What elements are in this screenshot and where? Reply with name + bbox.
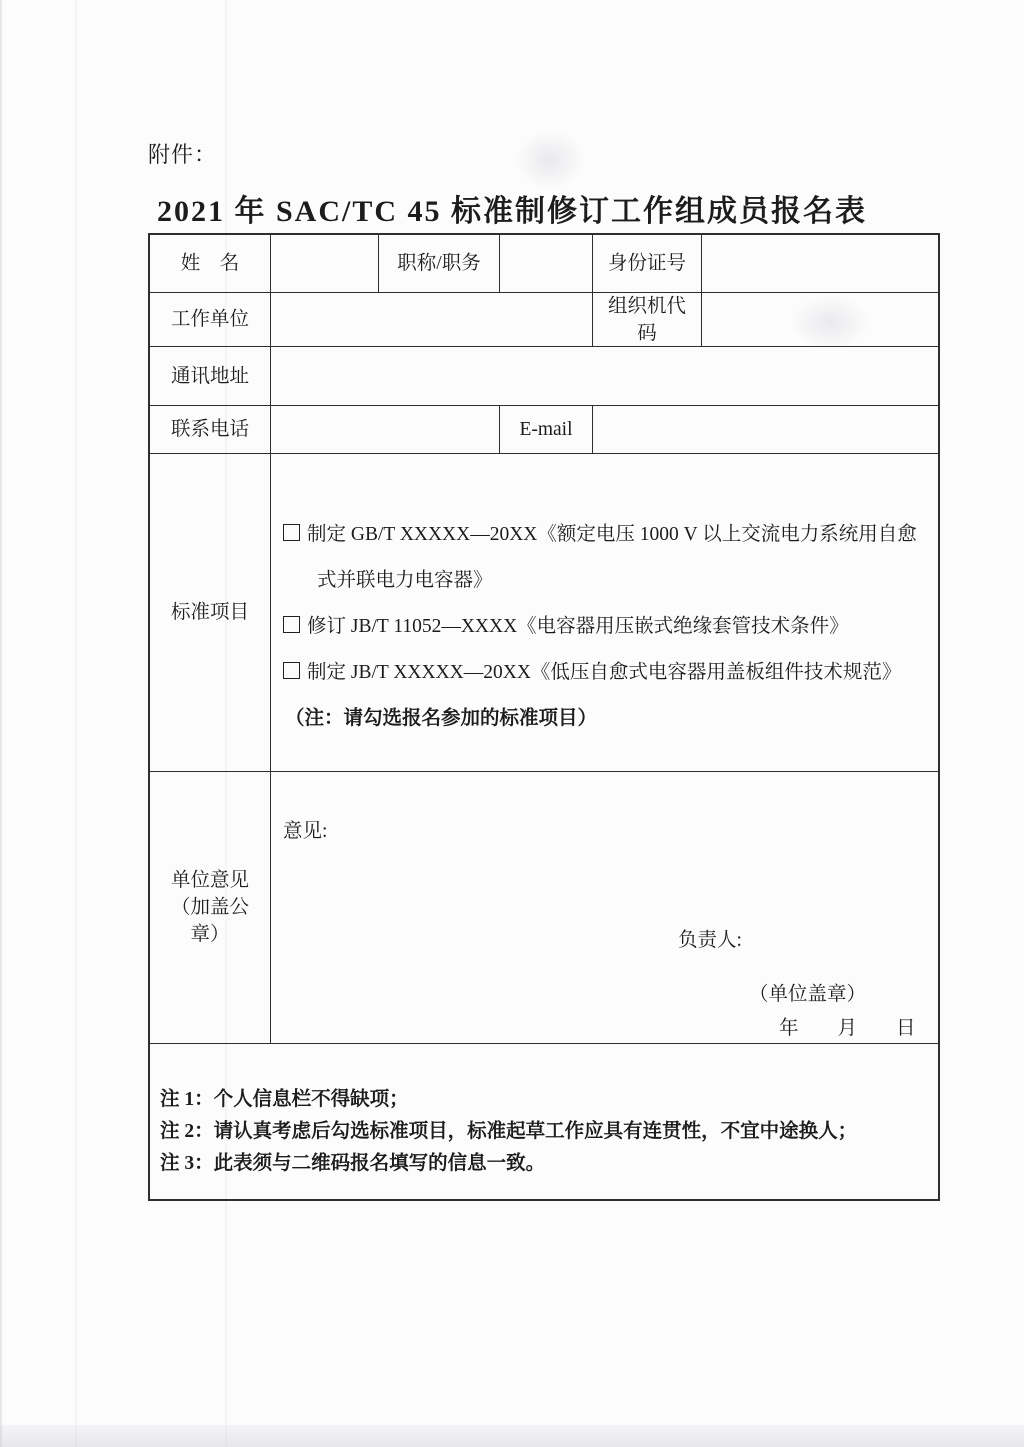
- checkbox-icon: [283, 524, 300, 541]
- date-label: 年 月 日: [779, 1018, 916, 1039]
- unit-opinion-content-cell: [271, 772, 938, 1044]
- attachment-label: 附件：: [148, 142, 218, 167]
- scan-bottom-band: [0, 1425, 1024, 1447]
- note-line-3: 注 3：此表须与二维码报名填写的信息一致。: [160, 1153, 546, 1174]
- project-option-1: [283, 512, 930, 604]
- opinion-label: 意见:: [283, 821, 328, 842]
- projects-note: （注：请勾选报名参加的标准项目）: [285, 708, 598, 729]
- org-code-label-cell: 组织机代码: [593, 293, 702, 347]
- name-label-cell: 姓 名: [150, 235, 271, 293]
- note-line-1: 注 1：个人信息栏不得缺项；: [160, 1089, 409, 1110]
- project-option-2: [283, 604, 930, 650]
- job-title-label-cell: 职称/职务: [379, 235, 500, 293]
- email-label-cell: E-mail: [500, 406, 593, 454]
- project-option-label: 制定 GB/T XXXXX—20XX《额定电压 1000 V 以上交流电力系统用自愈式并联电力电容器》: [307, 524, 917, 591]
- standard-projects-content-cell: [271, 454, 938, 772]
- employer-label-cell: 工作单位: [150, 293, 271, 347]
- project-option-label: 修订 JB/T 11052—XXXX《电容器用压嵌式绝缘套管技术条件》: [307, 616, 849, 637]
- page-title: 2021 年 SAC/TC 45 标准制修订工作组成员报名表: [156, 195, 868, 228]
- phone-input-cell: [271, 406, 500, 454]
- unit-opinion-label-cell: 单位意见（加盖公章）: [150, 772, 271, 1044]
- standard-projects-label-cell: 标准项目: [150, 454, 271, 772]
- project-option-label: 制定 JB/T XXXXX—20XX《低压自愈式电容器用盖板组件技术规范》: [307, 662, 902, 683]
- id-number-label-cell: 身份证号: [593, 235, 702, 293]
- seal-label: （单位盖章）: [749, 984, 867, 1005]
- org-code-input-cell: [702, 293, 938, 347]
- project-option-3: [283, 650, 930, 696]
- name-input-cell: [271, 235, 379, 293]
- note-line-2: 注 2：请认真考虑后勾选标准项目，标准起草工作应具有连贯性，不宜中途换人；: [160, 1121, 858, 1142]
- signer-label: 负责人:: [678, 930, 742, 951]
- scan-smudge: [515, 130, 585, 190]
- employer-input-cell: [271, 293, 593, 347]
- phone-label-cell: 联系电话: [150, 406, 271, 454]
- email-input-cell: [593, 406, 938, 454]
- checkbox-icon: [283, 662, 300, 679]
- checkbox-icon: [283, 616, 300, 633]
- id-number-input-cell: [702, 235, 938, 293]
- notes-cell: [150, 1044, 938, 1199]
- address-input-cell: [271, 347, 938, 406]
- address-label-cell: 通讯地址: [150, 347, 271, 406]
- job-title-input-cell: [500, 235, 593, 293]
- registration-form-table: [148, 233, 940, 1201]
